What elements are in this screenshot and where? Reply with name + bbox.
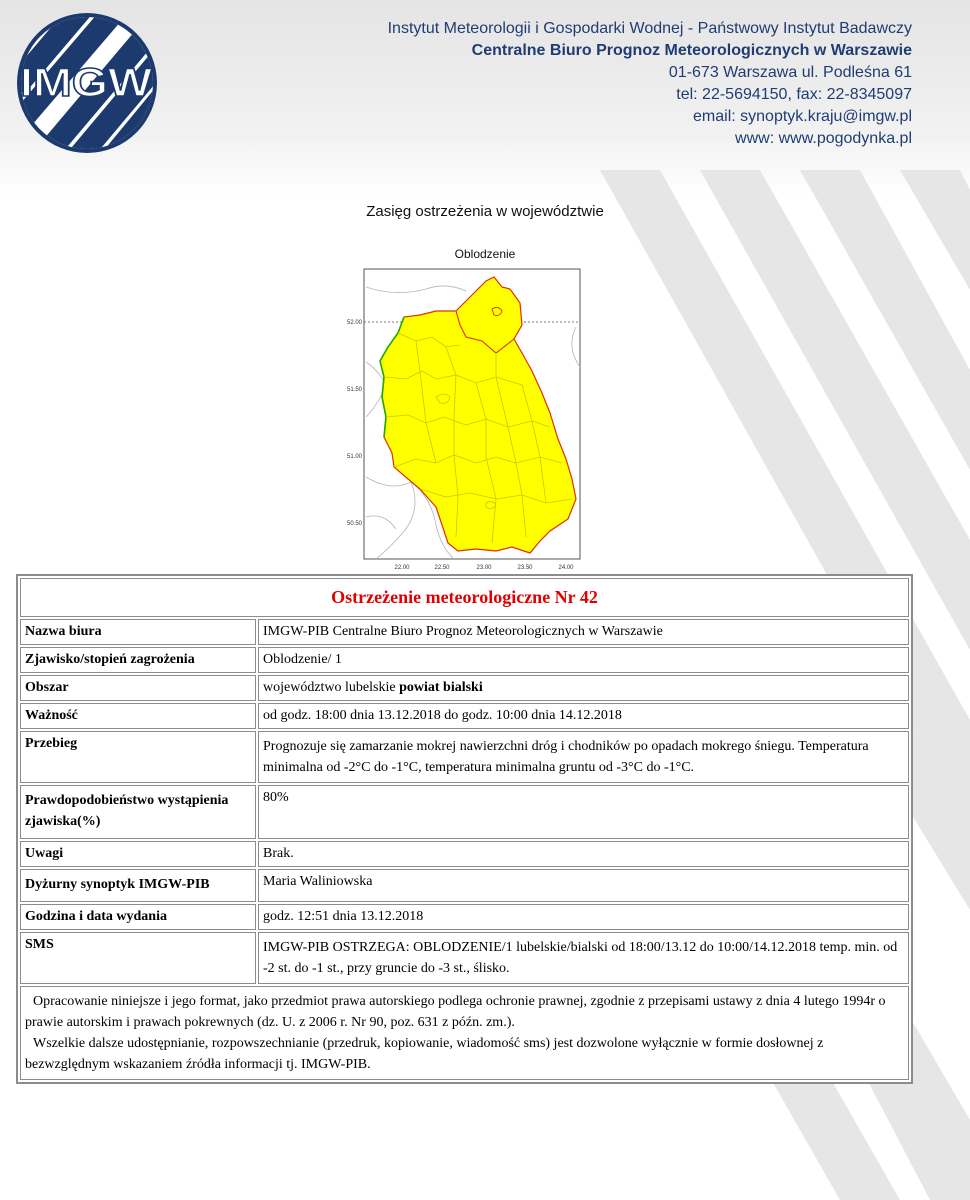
row-label: SMS	[20, 932, 256, 984]
row-value: 80%	[258, 785, 909, 839]
copyright-paragraph-1: Opracowanie niniejsze i jego format, jako przedmiot prawa autorskiego podlega ochronie prawnej, zgodnie z przepisami ustawy z dnia 4 lutego 1994r o prawie autorskim i prawach pokrewnych (dz. U. z 2006 r. Nr 90, poz. 631 z późn. zm.).	[25, 994, 886, 1030]
address: 01-673 Warszawa ul. Podleśna 61	[668, 64, 912, 81]
row-value: Prognozuje się zamarzanie mokrej nawierzchni dróg i chodników po opadach mokrego śniegu. Temperatura minimalna od -2°C do -1°C, temperatura minimalna gruntu od -3°C do -1°C.	[258, 731, 909, 783]
lon-tick-23: 23.00	[476, 565, 492, 571]
row-value: Brak.	[258, 841, 909, 867]
table-row	[20, 841, 909, 867]
lon-tick-23-5: 23.50	[517, 565, 533, 571]
warning-table	[16, 574, 913, 1084]
row-label: Ważność	[20, 703, 256, 729]
table-row	[20, 869, 909, 902]
lat-tick-50-5: 50.50	[346, 521, 362, 527]
lon-tick-22-5: 22.50	[434, 565, 450, 571]
table-row	[20, 932, 909, 984]
row-value: Maria Waliniowska	[258, 869, 909, 902]
warning-map	[336, 267, 586, 575]
imgw-logo	[16, 12, 158, 154]
area-district: powiat bialski	[399, 680, 483, 695]
table-row	[20, 703, 909, 729]
map-phenomenon-label: Oblodzenie	[454, 247, 516, 261]
copyright-paragraph-2: Wszelkie dalsze udostępnianie, rozpowszechnianie (przedruk, kopiowanie, wiadomość sms) jest dozwolone wyłącznie w formie dosłownej z bezwzględnym wskazaniem źródła informacji tj. IMGW-PIB.	[25, 1036, 824, 1072]
row-label: Nazwa biura	[20, 619, 256, 645]
row-label: Godzina i data wydania	[20, 904, 256, 930]
row-value: od godz. 18:00 dnia 13.12.2018 do godz. 10:00 dnia 14.12.2018	[258, 703, 909, 729]
row-label: Uwagi	[20, 841, 256, 867]
map-title: Zasięg ostrzeżenia w województwie	[366, 203, 604, 220]
lat-tick-51: 51.00	[346, 454, 362, 460]
lat-tick-51-5: 51.50	[346, 387, 362, 393]
bureau-name: Centralne Biuro Prognoz Meteorologicznych w Warszawie	[471, 42, 912, 59]
lon-tick-22: 22.00	[394, 565, 410, 571]
table-row	[20, 731, 909, 783]
logo-text: IMGW	[20, 61, 153, 105]
row-label: Obszar	[20, 675, 256, 701]
contact-block	[388, 18, 912, 150]
table-row	[20, 647, 909, 673]
row-value: IMGW-PIB Centralne Biuro Prognoz Meteorologicznych w Warszawie	[258, 619, 909, 645]
table-row	[20, 904, 909, 930]
lat-tick-52: 52.00	[346, 320, 362, 326]
email-link[interactable]: email: synoptyk.kraju@imgw.pl	[693, 108, 912, 125]
warning-title: Ostrzeżenie meteorologiczne Nr 42	[20, 578, 909, 617]
phone-fax: tel: 22-5694150, fax: 22-8345097	[676, 86, 912, 103]
institute-name: Instytut Meteorologii i Gospodarki Wodnej - Państwowy Instytut Badawczy	[387, 20, 912, 37]
row-label: Zjawisko/stopień zagrożenia	[20, 647, 256, 673]
copyright-notice	[20, 986, 909, 1080]
row-value: Oblodzenie/ 1	[258, 647, 909, 673]
table-row	[20, 619, 909, 645]
row-label: Prawdopodobieństwo wystąpienia zjawiska(%)	[20, 785, 256, 839]
row-value-area	[258, 675, 909, 701]
website-link[interactable]: www: www.pogodynka.pl	[735, 130, 912, 147]
row-value: IMGW-PIB OSTRZEGA: OBLODZENIE/1 lubelskie/bialski od 18:00/13.12 do 10:00/14.12.2018 temp. min. od -2 st. do -1 st., przy gruncie do -3 st., ślisko.	[258, 932, 909, 984]
row-label: Dyżurny synoptyk IMGW-PIB	[20, 869, 256, 902]
table-row	[20, 675, 909, 701]
table-row	[20, 785, 909, 839]
row-label: Przebieg	[20, 731, 256, 783]
lon-tick-24: 24.00	[558, 565, 574, 571]
row-value: godz. 12:51 dnia 13.12.2018	[258, 904, 909, 930]
area-voivodeship: województwo lubelskie	[263, 680, 396, 695]
